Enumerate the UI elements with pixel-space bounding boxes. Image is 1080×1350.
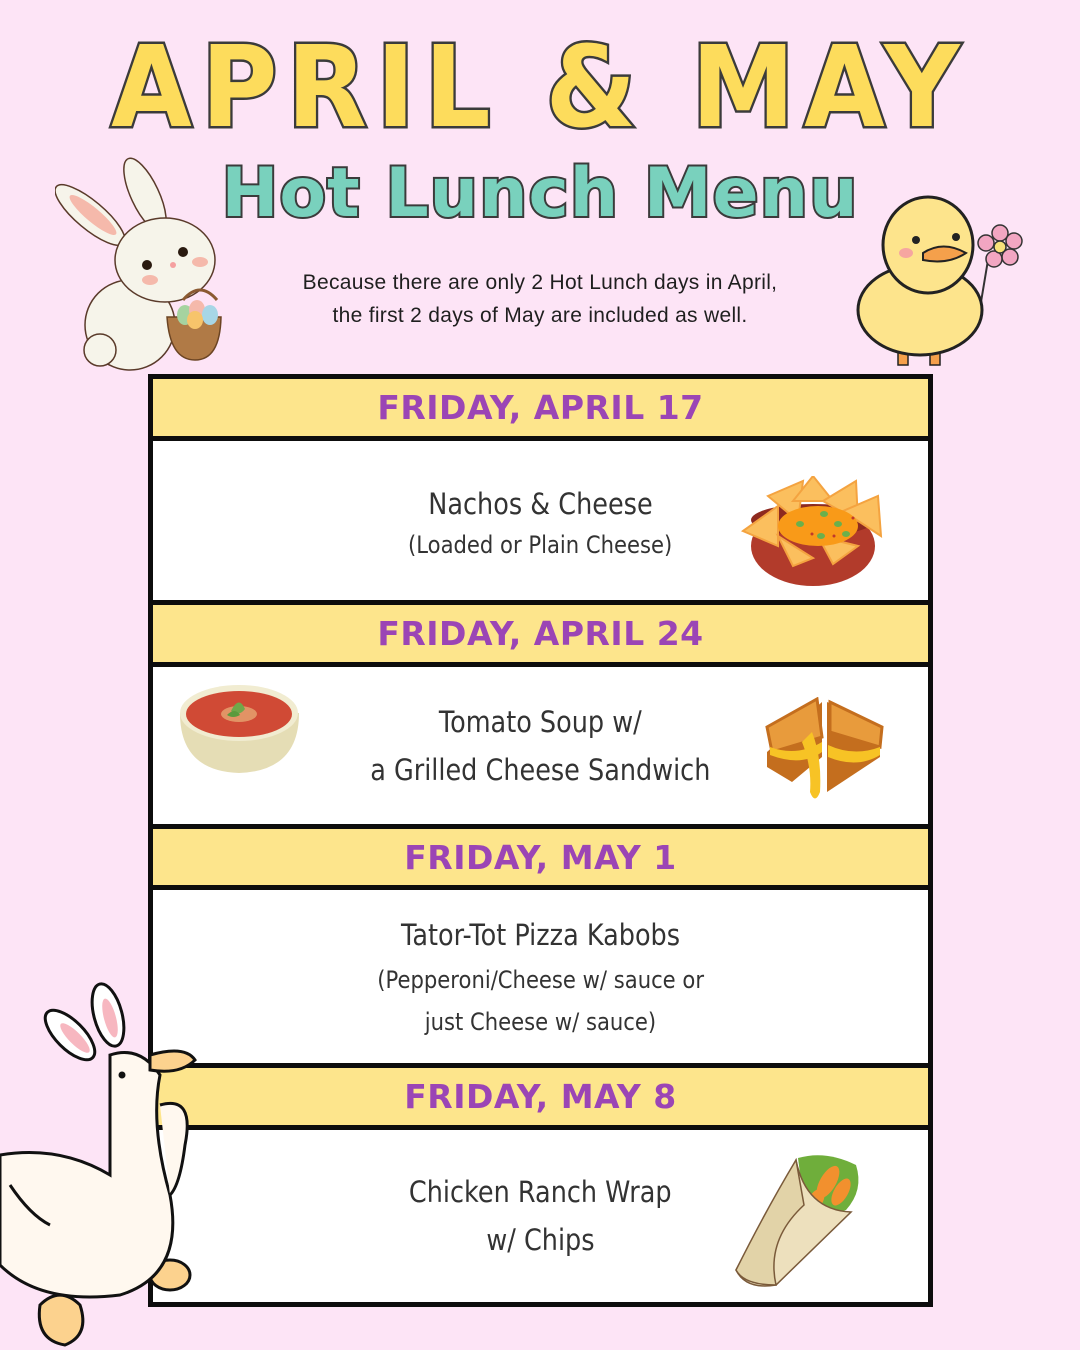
page-title: APRIL & MAY <box>111 23 969 153</box>
dish-name: a Grilled Cheese Sandwich <box>370 752 711 787</box>
date-header-april-17 <box>153 379 928 436</box>
date-header-may-1 <box>153 829 928 885</box>
date-label: FRIDAY, MAY 1 <box>404 837 677 877</box>
dish-name: Tator-Tot Pizza Kabobs <box>400 917 681 952</box>
bunny-with-basket-icon <box>55 155 225 380</box>
menu-item-may-1 <box>153 890 928 1063</box>
dish-note: just Cheese w/ sauce) <box>424 1007 657 1036</box>
date-label: FRIDAY, APRIL 24 <box>377 614 704 653</box>
dish-note: (Loaded or Plain Cheese) <box>408 530 673 559</box>
nachos-icon <box>738 476 888 588</box>
goose-with-bunny-ears-icon <box>0 975 200 1350</box>
dish-note: (Pepperoni/Cheese w/ sauce or <box>377 965 704 994</box>
dish-name: w/ Chips <box>486 1223 595 1257</box>
date-header-april-24 <box>153 605 928 662</box>
dish-name: Nachos & Cheese <box>428 486 653 521</box>
tomato-soup-icon <box>177 681 302 776</box>
wrap-icon <box>726 1150 866 1290</box>
intro-line: the first 2 days of May are included as well. <box>332 304 748 327</box>
date-header-may-8 <box>153 1068 928 1125</box>
duckling-with-flower-icon <box>848 185 1023 380</box>
intro-line: Because there are only 2 Hot Lunch days in April, <box>302 271 778 294</box>
dish-name: Tomato Soup w/ <box>439 704 642 739</box>
date-label: FRIDAY, APRIL 17 <box>377 388 704 427</box>
dish-name: Chicken Ranch Wrap <box>409 1175 672 1209</box>
date-label: FRIDAY, MAY 8 <box>404 1077 677 1116</box>
grilled-cheese-icon <box>762 697 888 807</box>
page-subtitle: Hot Lunch Menu <box>221 154 859 233</box>
